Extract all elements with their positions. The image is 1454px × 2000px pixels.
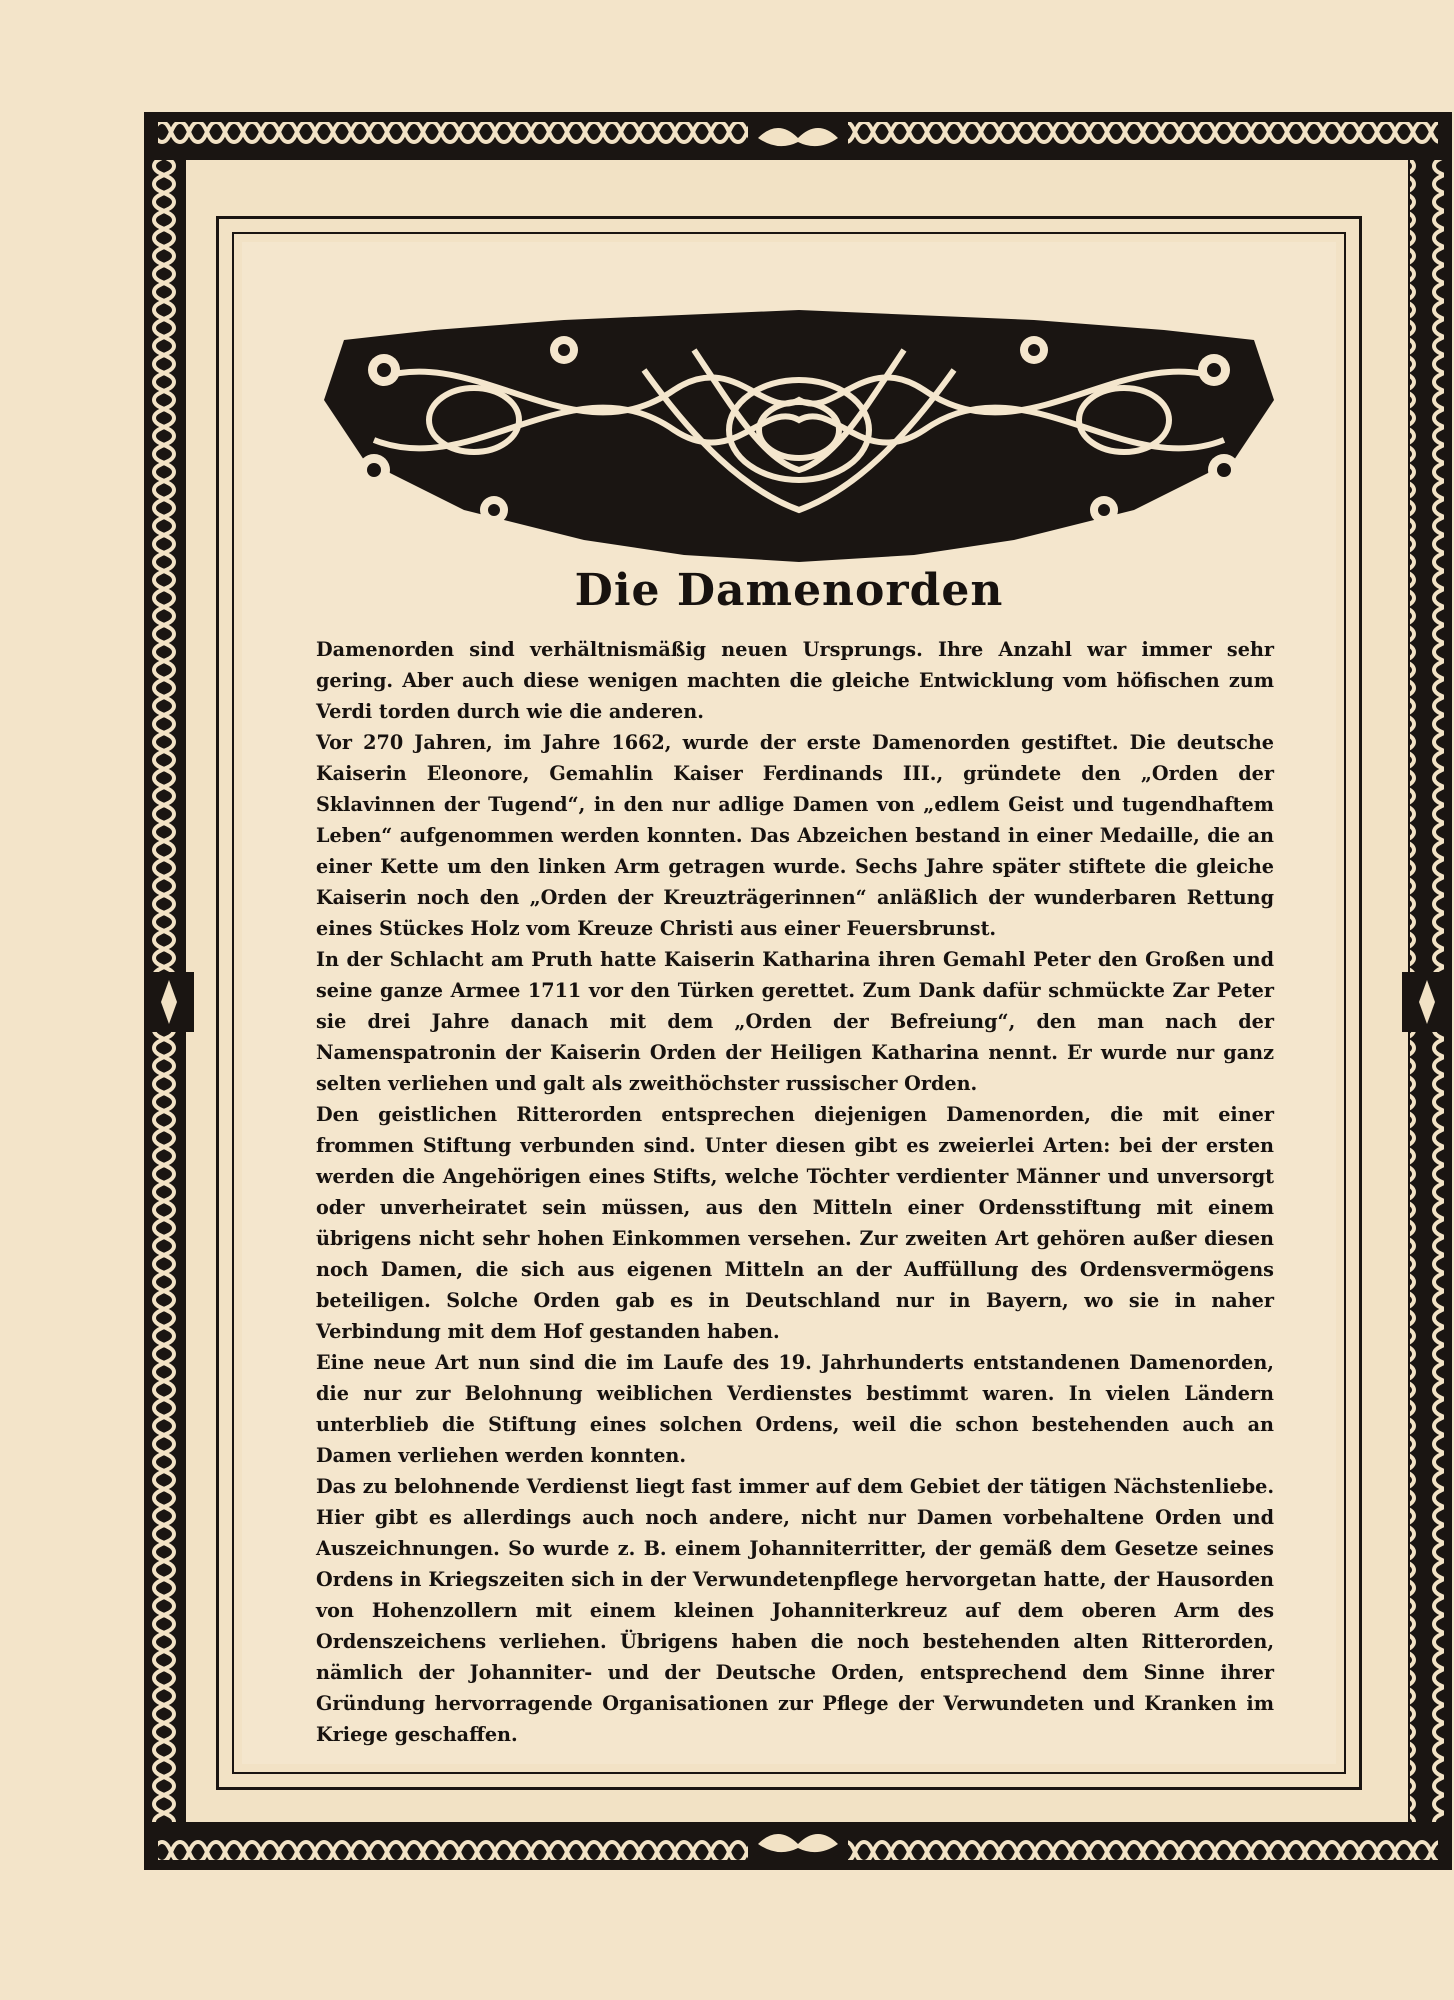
paragraph: In der Schlacht am Pruth hatte Kaiserin Katharina ihren Gemahl Peter den Großen und seine ganze Armee 1711 vor den Türken gerettet. Zum Dank dafür schmückte Zar Peter sie drei Jahre danach mit dem „Orden der Befreiung“, den man nach der Namenspatronin der Kaiserin Orden der Heiligen Katharina nennt. Er wurde nur ganz selten verliehen und galt als zweithöchster russischer Orden. (316, 948, 1274, 1095)
celtic-knotwork-thistle-headpiece-icon (314, 310, 1284, 572)
paragraph: Das zu belohnende Verdienst liegt fast immer auf dem Gebiet der tätigen Nächstenliebe. Hier gibt es allerdings auch noch andere, nicht nur Damen vorbehaltene Orden und Auszeichnungen. So wurde z. B. einem Johanniterritter, der gemäß dem Gesetze seines Ordens in Kriegszeiten sich in der Verwundetenpflege hervorgetan hatte, der Hausorden von Hohenzollern mit einem kleinen Johanniterkreuz auf dem oberen Arm des Ordenszeichens verliehen. Übrigens haben die noch bestehenden alten Ritterorden, nämlich der Johanniter- und der Deutsche Orden, entsprechend dem Sinne ihrer Gründung hervorragende Organisationen zur Pflege der Verwundeten und Kranken im Kriege geschaffen. (316, 1475, 1274, 1746)
paragraph: Eine neue Art nun sind die im Laufe des 19. Jahrhunderts entstandenen Damenorden, die nur zur Belohnung weiblichen Verdienstes bestimmt waren. In vielen Ländern unterblieb die Stiftung eines solchen Ordens, weil die schon bestehenden auch an Damen verliehen werden konnten. (316, 1351, 1274, 1467)
page-title: Die Damenorden (574, 565, 1004, 616)
paragraph: Damenorden sind verhältnismäßig neuen Ursprungs. Ihre Anzahl war immer sehr gering. Aber auch diese wenigen machten die gleiche Entwicklung vom höfischen zum Verdi torden durch wie die anderen. (316, 638, 1274, 723)
paragraph: Vor 270 Jahren, im Jahre 1662, wurde der erste Damenorden gestiftet. Die deutsche Kaiserin Eleonore, Gemahlin Kaiser Ferdinands III., gründete den „Orden der Sklavinnen der Tugend“, in den nur adlige Damen von „edlem Geist und tugendhaftem Leben“ aufgenommen werden konnten. Das Abzeichen bestand in einer Medaille, die an einer Kette um den linken Arm getragen wurde. Sechs Jahre später stiftete die gleiche Kaiserin noch den „Orden der Kreuzträgerinnen“ anläßlich der wunderbaren Rettung eines Stückes Holz vom Kreuze Christi aus einer Feuersbrunst. (316, 731, 1274, 940)
article-body (316, 634, 1274, 1750)
paragraph: Den geistlichen Ritterorden entsprechen diejenigen Damenorden, die mit einer frommen Stiftung verbunden sind. Unter diesen gibt es zweierlei Arten: bei der ersten werden die Angehörigen eines Stifts, welche Töchter verdienter Männer und unversorgt oder unverheiratet sein müssen, aus den Mitteln einer Ordensstiftung mit einem übrigens nicht sehr hohen Einkommen versehen. Zur zweiten Art gehören außer diesen noch Damen, die sich aus eigenen Mitteln an der Auffüllung des Ordensvermögens beteiligen. Solche Orden gab es in Deutschland nur in Bayern, wo sie in naher Verbindung mit dem Hof gestanden haben. (316, 1103, 1274, 1343)
